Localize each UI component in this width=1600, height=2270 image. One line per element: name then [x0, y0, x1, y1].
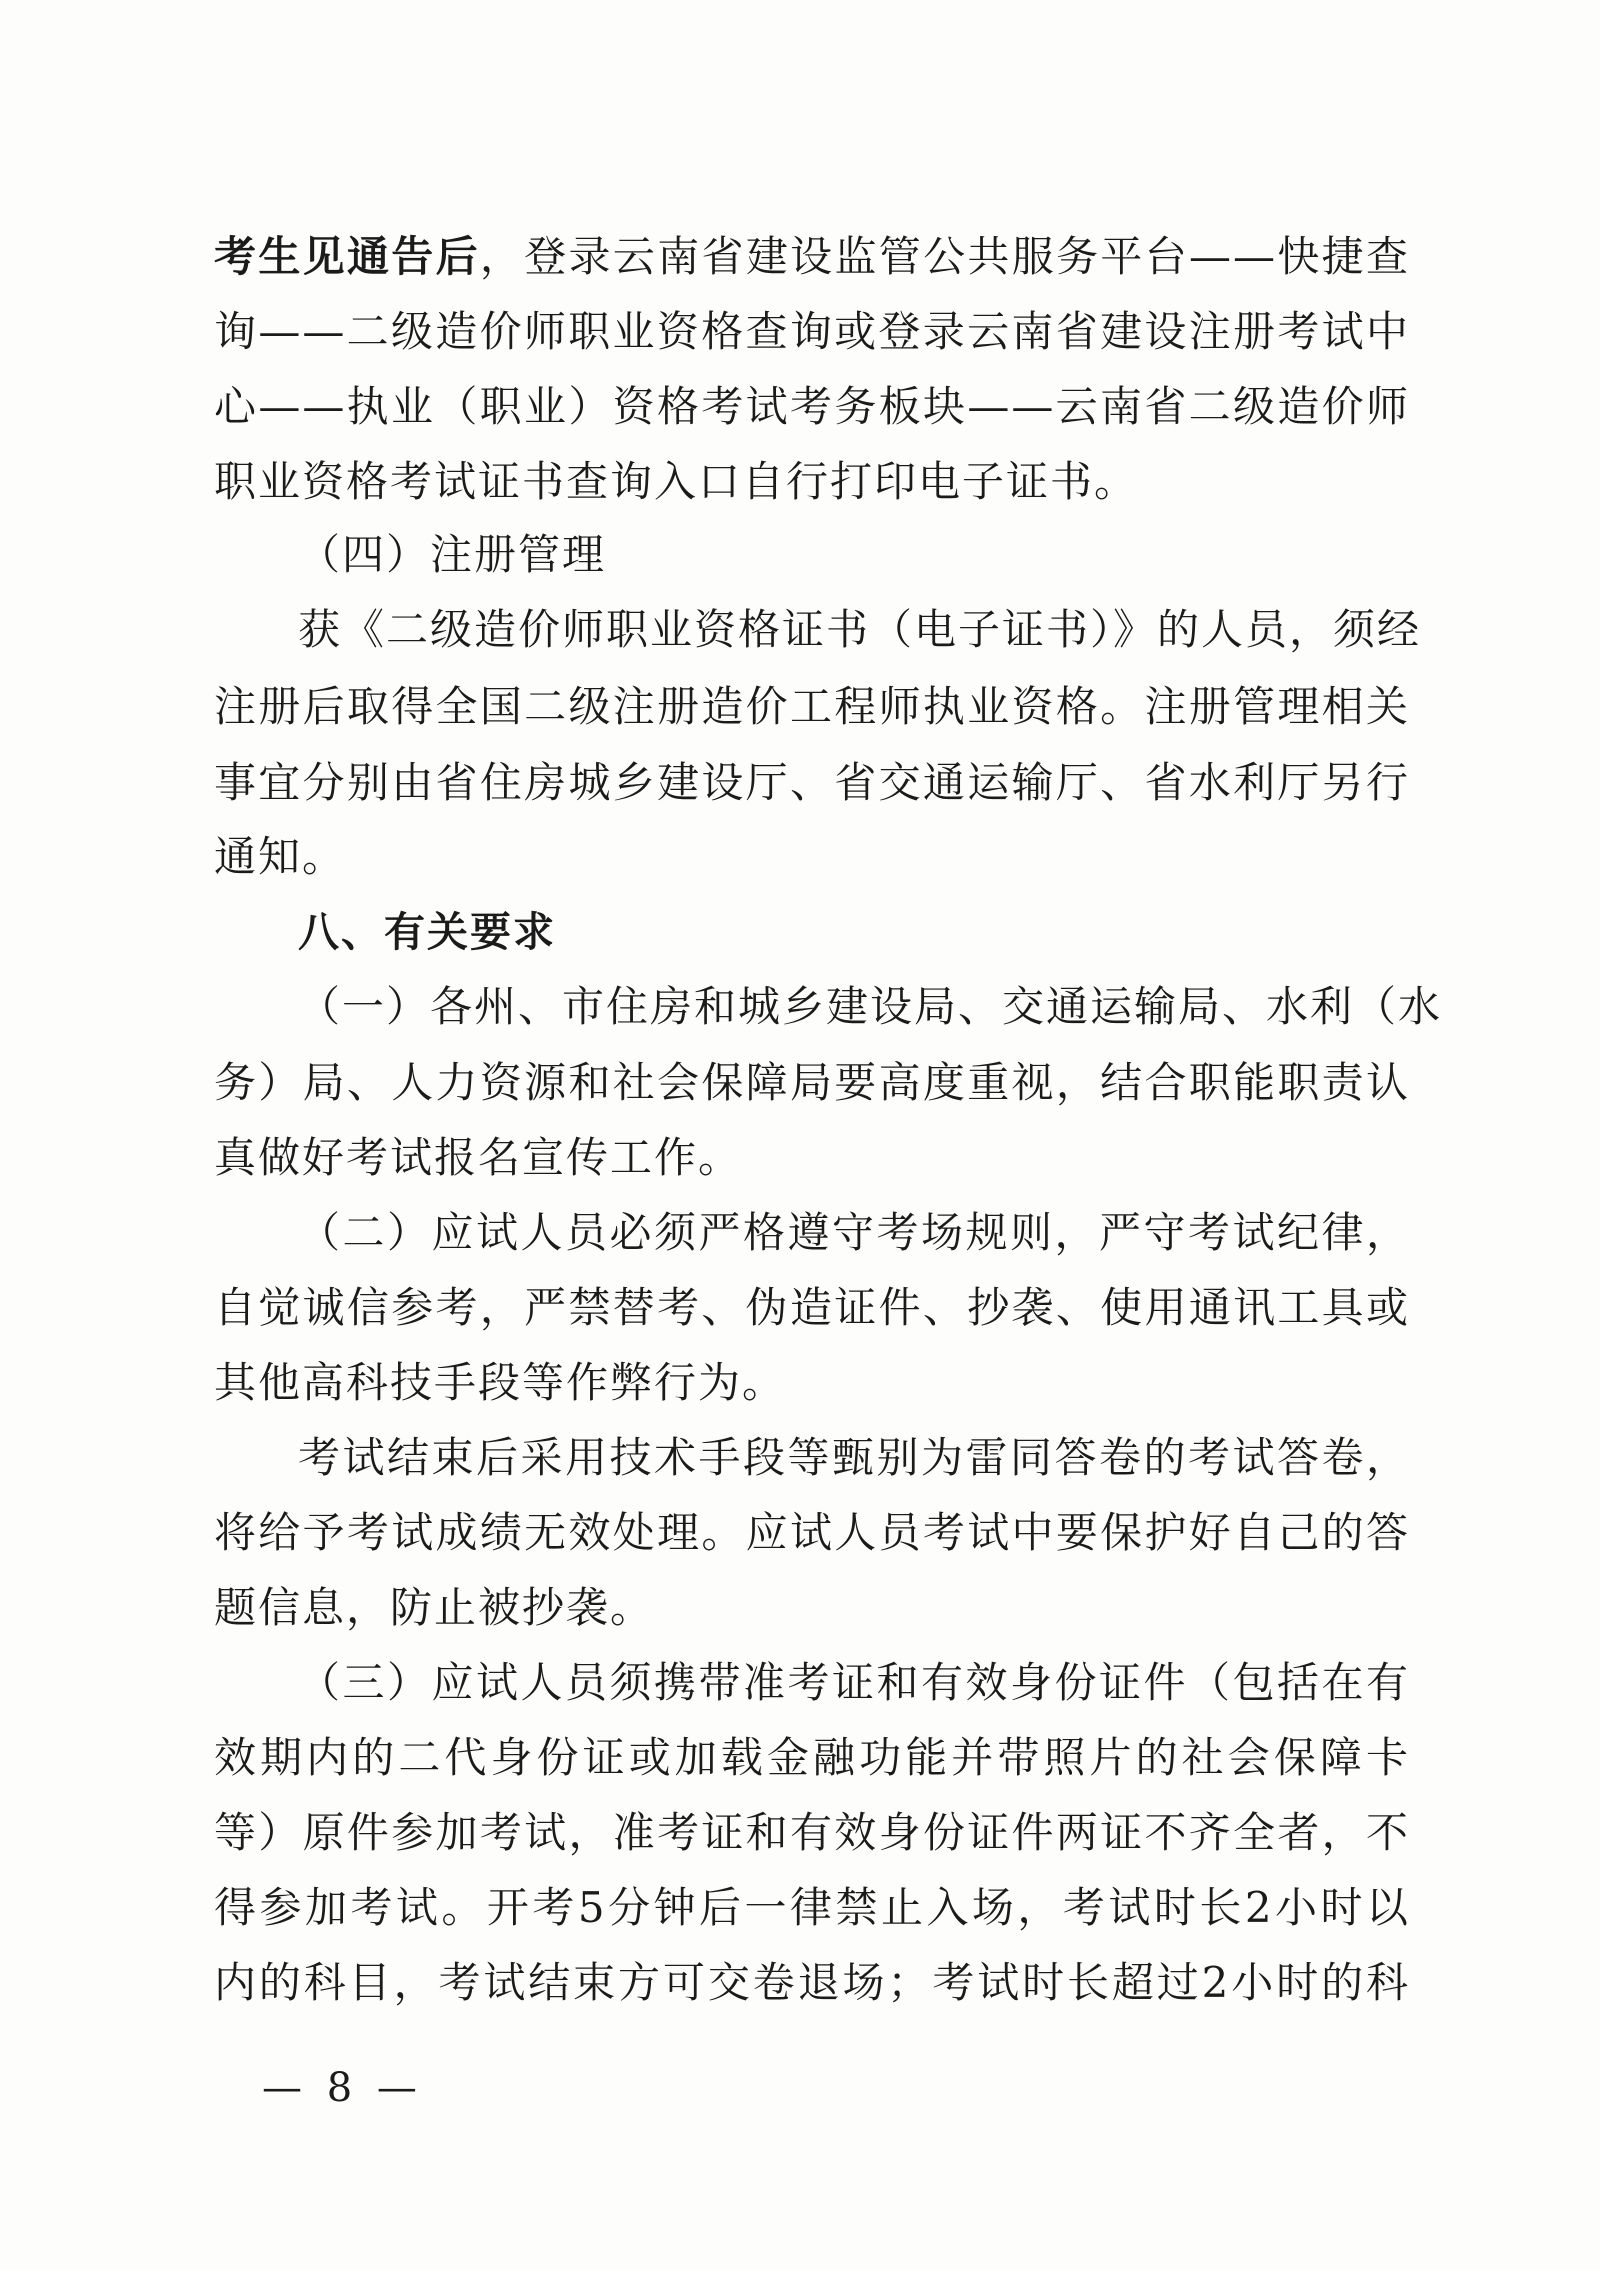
paragraph-line-11: （一）各州、市住房和城乡建设局、交通运输局、水利（水 — [298, 982, 1443, 1031]
paragraph-line-4: 职业资格考试证书查询入口自行打印电子证书。 — [214, 457, 1139, 506]
paragraph-line-18: 将给予考试成绩无效处理。应试人员考试中要保护好自己的答 — [214, 1508, 1410, 1557]
bold-lead-text: 考生见通告后 — [214, 232, 480, 281]
paragraph-line-9: 通知。 — [214, 832, 347, 881]
paragraph-line-15: 自觉诚信参考，严禁替考、伪造证件、抄袭、使用通讯工具或 — [214, 1283, 1410, 1332]
subheading-registration: （四）注册管理 — [298, 530, 607, 579]
paragraph-line-7: 注册后取得全国二级注册造价工程师执业资格。注册管理相关 — [214, 682, 1410, 731]
paragraph-line-16: 其他高科技手段等作弊行为。 — [214, 1358, 787, 1407]
paragraph-line-2: 询——二级造价师职业资格查询或登录云南省建设注册考试中 — [214, 307, 1410, 356]
paragraph-line-12: 务）局、人力资源和社会保障局要高度重视，结合职能职责认 — [214, 1058, 1410, 1107]
paragraph-line-23: 得参加考试。开考5分钟后一律禁止入场，考试时长2小时以 — [214, 1883, 1410, 1932]
section-heading-requirements: 八、有关要求 — [298, 908, 556, 956]
paragraph-line-22: 等）原件参加考试，准考证和有效身份证件两证不齐全者，不 — [214, 1808, 1410, 1857]
paragraph-line-19: 题信息，防止被抄袭。 — [214, 1583, 655, 1632]
page-number: — 8 — — [262, 2065, 423, 2111]
paragraph-line-6: 获《二级造价师职业资格证书（电子证书）》的人员，须经 — [298, 605, 1422, 654]
paragraph-line-24: 内的科目，考试结束方可交卷退场；考试时长超过2小时的科 — [214, 1958, 1410, 2007]
paragraph-line-14: （二）应试人员必须严格遵守考场规则，严守考试纪律， — [298, 1208, 1410, 1257]
paragraph-line-21: 效期内的二代身份证或加载金融功能并带照片的社会保障卡 — [214, 1733, 1410, 1782]
paragraph-line-13: 真做好考试报名宣传工作。 — [214, 1133, 743, 1182]
paragraph-line-17: 考试结束后采用技术手段等甄别为雷同答卷的考试答卷， — [298, 1433, 1410, 1482]
paragraph-line-20: （三）应试人员须携带准考证和有效身份证件（包括在有 — [298, 1658, 1410, 1707]
paragraph-line-3: 心——执业（职业）资格考试考务板块——云南省二级造价师 — [214, 382, 1410, 431]
paragraph-line-1: 考生见通告后，登录云南省建设监管公共服务平台——快捷查 — [214, 232, 1410, 281]
paragraph-line-8: 事宜分别由省住房城乡建设厅、省交通运输厅、省水利厅另行 — [214, 758, 1410, 807]
